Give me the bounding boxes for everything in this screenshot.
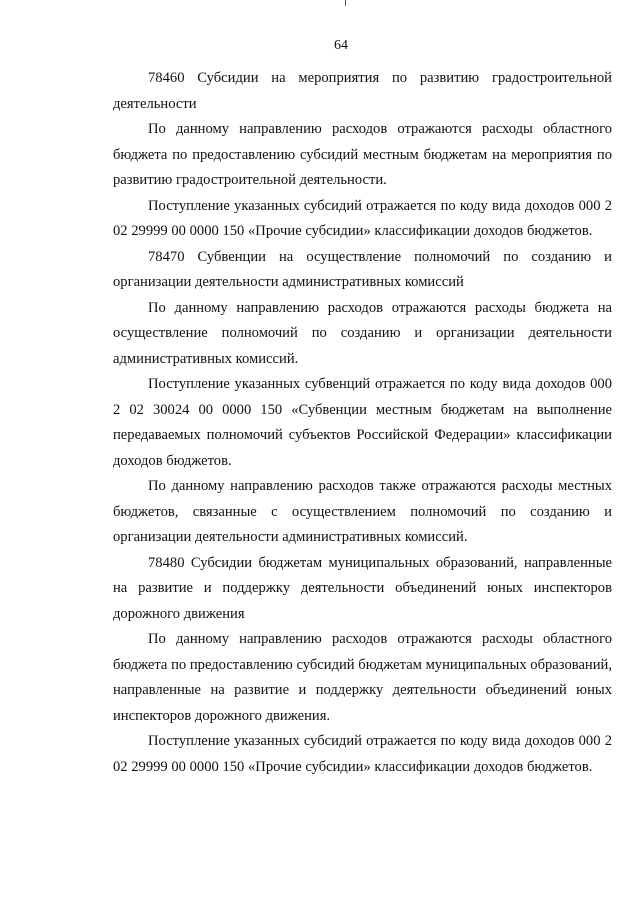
paragraph: По данному направлению расходов отражаются расходы областного бюджета по предоставлению субсидий бюджетам муниципальных образований, направленные на развитие и поддержку деятельности объединений юных инспекторов дорожного движения. [113, 631, 612, 724]
document-body [113, 66, 612, 780]
page-number: 64 [334, 38, 348, 53]
paragraph: Поступление указанных субсидий отражается по коду вида доходов 000 2 02 29999 00 0000 150 «Прочие субсидии» классификации доходов бюджетов. [113, 197, 612, 239]
section-heading-78460: 78460 Субсидии на мероприятия по развитию градостроительной деятельности [113, 70, 612, 112]
paragraph: По данному направлению расходов также отражаются расходы местных бюджетов, связанные с осуществлением полномочий по созданию и организации деятельности административных комиссий. [113, 478, 612, 545]
paragraph: По данному направлению расходов отражаются расходы бюджета на осуществление полномочий по созданию и организации деятельности административных комиссий. [113, 299, 612, 367]
scan-mark [345, 0, 346, 6]
paragraph: По данному направлению расходов отражаются расходы областного бюджета по предоставлению субсидий местным бюджетам на мероприятия по развитию градостроительной деятельности. [113, 121, 612, 188]
section-heading-78480: 78480 Субсидии бюджетам муниципальных образований, направленные на развитие и поддержку деятельности объединений юных инспекторов дорожного движения [113, 554, 612, 622]
paragraph: Поступление указанных субсидий отражается по коду вида доходов 000 2 02 29999 00 0000 150 «Прочие субсидии» классификации доходов бюджетов. [113, 733, 612, 775]
paragraph: Поступление указанных субвенций отражается по коду вида доходов 000 2 02 30024 00 0000 150 «Субвенции местным бюджетам на выполнение передаваемых полномочий субъектов Российской Федерации» классификации доходов бюджетов. [113, 376, 612, 469]
section-heading-78470: 78470 Субвенции на осуществление полномочий по созданию и организации деятельности административных комиссий [113, 248, 612, 290]
